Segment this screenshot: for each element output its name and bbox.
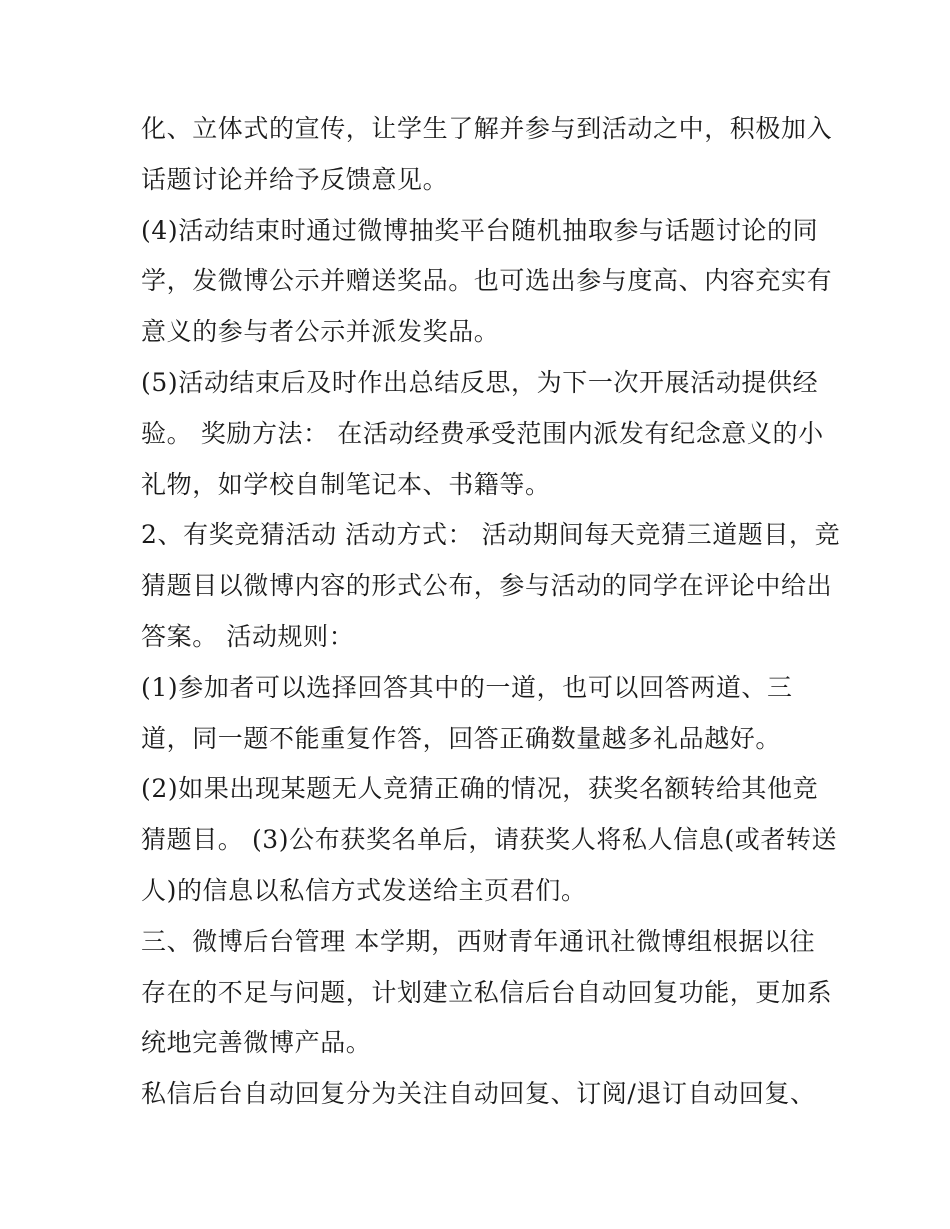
text-line: 答案。 活动规则： — [141, 622, 355, 651]
text-line: 人)的信息以私信方式发送给主页君们。 — [141, 876, 587, 905]
text-line: 统地完善微博产品。 — [141, 1028, 372, 1057]
text-line: 礼物，如学校自制笔记本、书籍等。 — [141, 470, 551, 499]
text-line: 学，发微博公示并赠送奖品。也可选出参与度高、内容充实有 — [141, 266, 833, 295]
text-line: 化、立体式的宣传，让学生了解并参与到活动之中，积极加入 — [141, 114, 833, 143]
text-line: 三、微博后台管理 本学期，西财青年通讯社微博组根据以往 — [141, 927, 816, 956]
text-line: (5)活动结束后及时作出总结反思，为下一次开展活动提供经 — [141, 368, 819, 397]
text-line: 私信后台自动回复分为关注自动回复、订阅/退订自动回复、 — [141, 1079, 816, 1108]
text-line: (4)活动结束时通过微博抽奖平台随机抽取参与话题讨论的同 — [141, 216, 819, 245]
text-line: 话题讨论并给予反馈意见。 — [141, 165, 449, 194]
text-line: 道，同一题不能重复作答，回答正确数量越多礼品越好。 — [141, 724, 782, 753]
text-line: 猜题目。 (3)公布获奖名单后，请获奖人将私人信息(或者转送 — [141, 825, 838, 854]
text-line: 2、有奖竞猜活动 活动方式： 活动期间每天竞猜三道题目，竞 — [141, 520, 841, 549]
text-line: 意义的参与者公示并派发奖品。 — [141, 317, 500, 346]
text-line: 猜题目以微博内容的形式公布，参与活动的同学在评论中给出 — [141, 571, 833, 600]
text-line: (2)如果出现某题无人竞猜正确的情况，获奖名额转给其他竞 — [141, 774, 819, 803]
text-line: 验。 奖励方法： 在活动经费承受范围内派发有纪念意义的小 — [141, 419, 824, 448]
text-line: 存在的不足与问题，计划建立私信后台自动回复功能，更加系 — [141, 978, 833, 1007]
text-line: (1)参加者可以选择回答其中的一道，也可以回答两道、三 — [141, 673, 793, 702]
